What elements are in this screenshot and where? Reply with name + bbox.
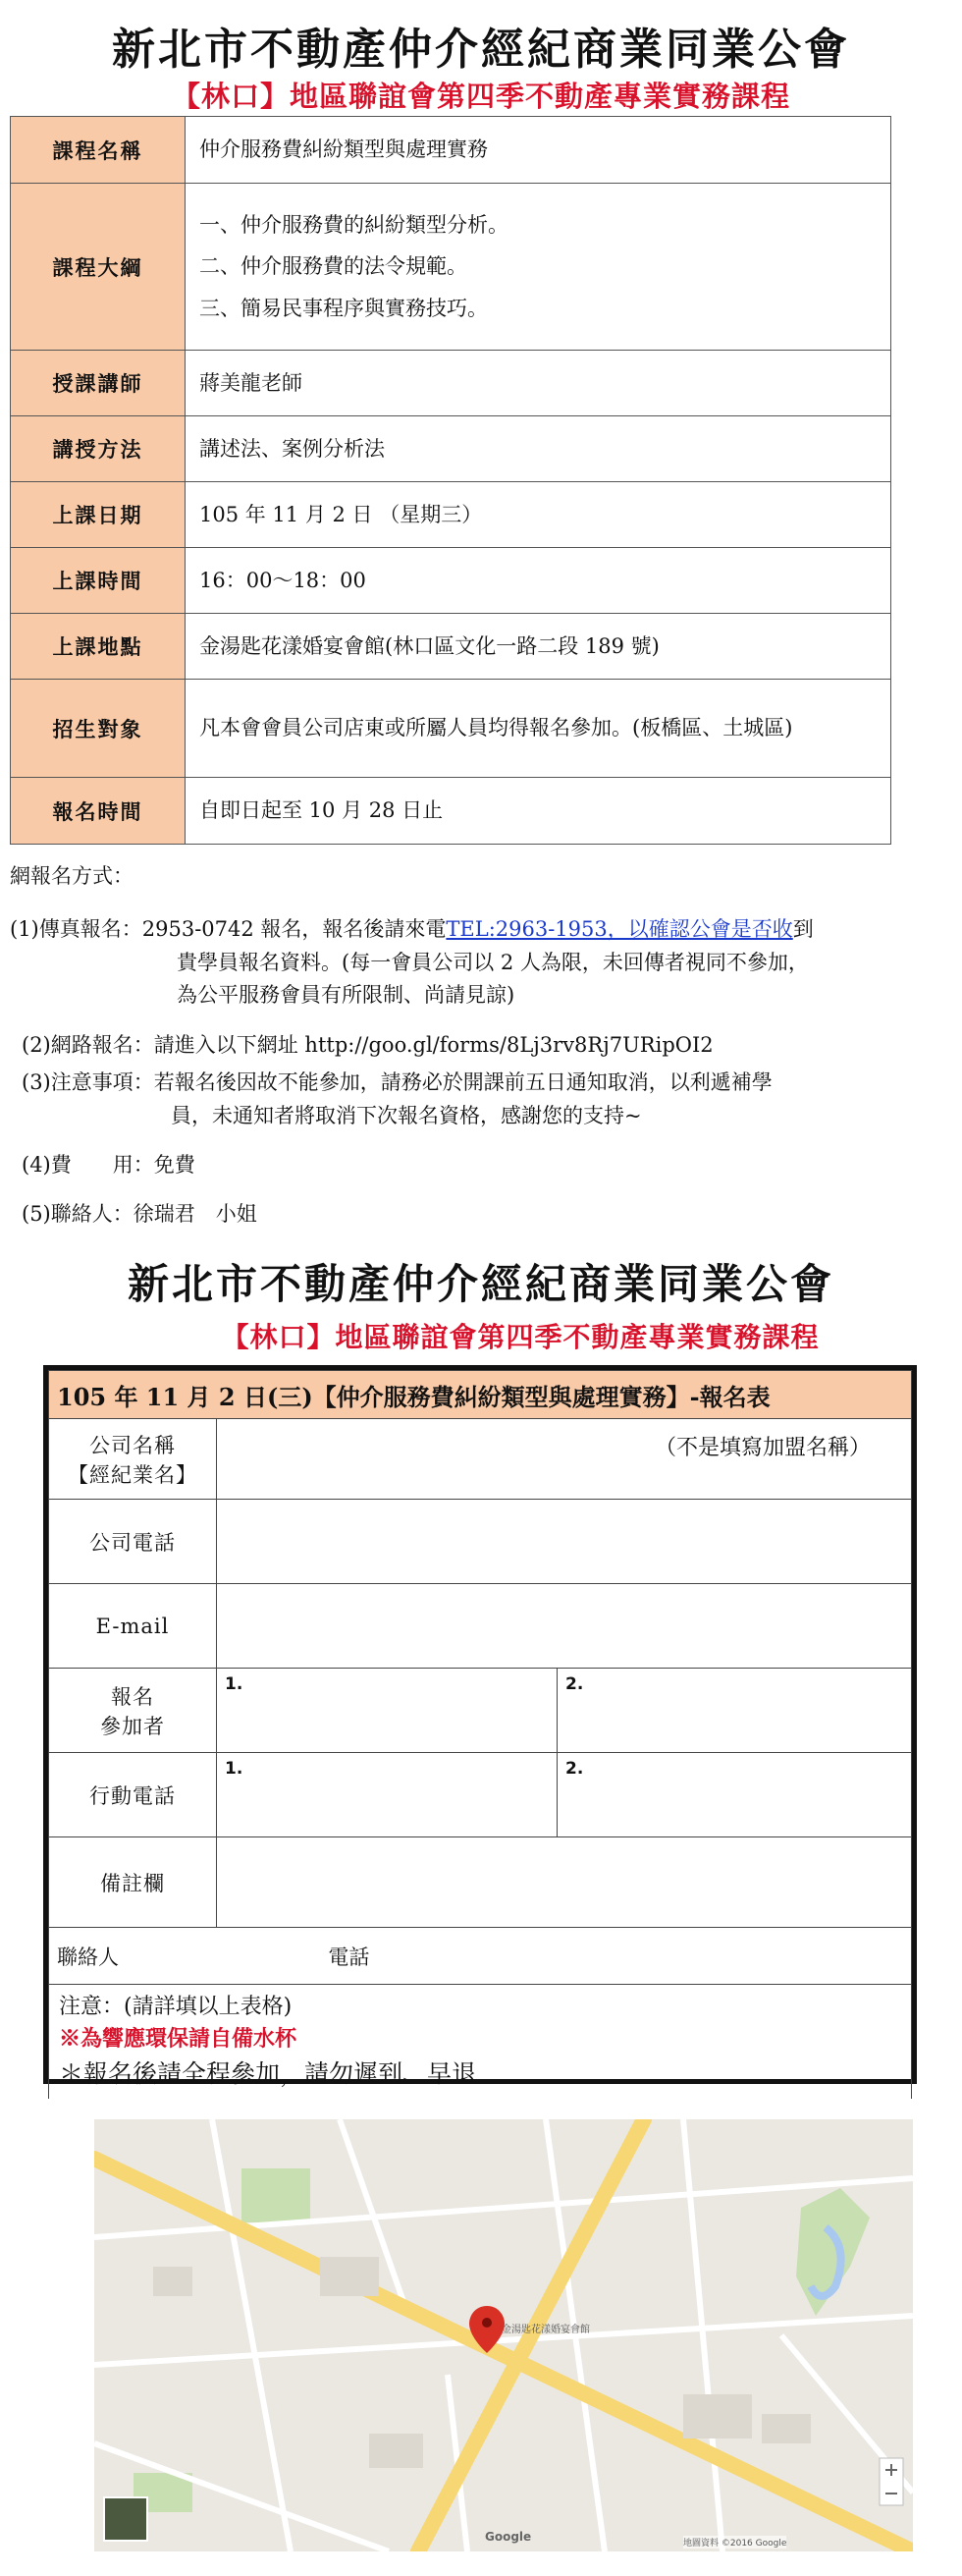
map-attribution: 地圖資料 ©2016 Google [683, 2536, 786, 2549]
table-row [11, 482, 891, 548]
location-map[interactable] [94, 2119, 913, 2551]
table-row [49, 1500, 912, 1584]
course-outline-value [186, 184, 891, 351]
contact-person-label: 聯絡人 [57, 1945, 119, 1969]
table-row [11, 117, 891, 184]
attendee-1-field[interactable]: 1. [217, 1669, 558, 1753]
company-name-label-line: 公司名稱 [89, 1433, 176, 1457]
lecturer-label: 授課講師 [11, 351, 186, 416]
outline-item: 二、仲介服務費的法令規範。 [199, 254, 467, 279]
attendee-label-line: 報名 [111, 1684, 154, 1709]
outline-item: 一、仲介服務費的糾紛類型分析。 [199, 212, 508, 237]
table-row [11, 548, 891, 614]
place-value: 金湯匙花漾婚宴會館(林口區文化一路二段 189 號) [186, 614, 891, 680]
email-field[interactable] [217, 1584, 912, 1669]
form-subtitle: 【林口】地區聯誼會第四季不動產專業實務課程 [221, 1321, 820, 1353]
table-row [49, 1837, 912, 1928]
table-row [11, 614, 891, 680]
time-value: 16：00～18：00 [186, 548, 891, 614]
online-registration[interactable]: (2)網路報名：請進入以下網址 http://goo.gl/forms/8Lj3rv8Rj7URipOI2 [22, 1033, 714, 1057]
method-label: 講授方法 [11, 416, 186, 482]
attendee-2-field[interactable]: 2. [558, 1669, 912, 1753]
page-title: 新北市不動產仲介經紀商業同業公會 [112, 25, 850, 75]
table-row [49, 1928, 912, 1985]
registration-form [43, 1365, 917, 2088]
company-phone-field[interactable] [217, 1500, 912, 1584]
place-label: 上課地點 [11, 614, 186, 680]
mobile-2-field[interactable]: 2. [558, 1753, 912, 1837]
table-row [11, 416, 891, 482]
deadline-label: 報名時間 [11, 778, 186, 845]
outline-item: 三、簡易民事程序與實務技巧。 [199, 296, 488, 320]
form-title: 新北市不動產仲介經紀商業同業公會 [127, 1260, 834, 1308]
table-row [11, 680, 891, 778]
fax-line-2: 貴學員報名資料。(每一會員公司以 2 人為限，未回傳者視同不參加， [177, 950, 809, 974]
lecturer-value: 蔣美龍老師 [186, 351, 891, 416]
registration-notice [22, 1067, 954, 1132]
date-label: 上課日期 [11, 482, 186, 548]
fax-suffix: 到 [792, 917, 814, 941]
confirm-phone-link[interactable]: TEL:2963-1953，以確認公會是否收 [446, 917, 793, 941]
contact-info: (5)聯絡人：徐瑞君 小姐 [22, 1202, 257, 1226]
registration-heading: 網報名方式： [10, 864, 134, 888]
table-row [11, 184, 891, 351]
notice-line-2: 員，未通知者將取消下次報名資格，感謝您的支持~ [171, 1103, 642, 1127]
note-bring-cup: ※為響應環保請自備水杯 [59, 2026, 297, 2052]
fax-prefix: (1)傳真報名：2953-0742 報名，報名後請來電 [10, 917, 447, 941]
time-label: 上課時間 [11, 548, 186, 614]
remarks-label: 備註欄 [49, 1837, 217, 1928]
form-notes [49, 1985, 912, 2099]
contact-phone-label: 電話 [328, 1945, 370, 1969]
course-name-value: 仲介服務費糾紛類型與處理實務 [186, 117, 891, 184]
company-name-field[interactable] [217, 1419, 912, 1500]
course-info-table [10, 116, 891, 845]
satellite-toggle[interactable] [104, 2497, 147, 2541]
page-subtitle: 【林口】地區聯誼會第四季不動產專業實務課程 [171, 80, 790, 113]
table-row [11, 778, 891, 845]
email-label: E-mail [49, 1584, 217, 1669]
google-logo: Google [485, 2530, 532, 2544]
company-name-label-line: 【經紀業名】 [68, 1462, 197, 1487]
attendee-label [49, 1669, 217, 1753]
attendee-label-line: 參加者 [100, 1714, 165, 1738]
course-name-label: 課程名稱 [11, 117, 186, 184]
place-name-label: 金湯匙花漾婚宴會館 [502, 2325, 590, 2335]
course-outline-label: 課程大綱 [11, 184, 186, 351]
table-row [49, 1669, 912, 1753]
note-attend-full: ＊報名後請全程參加，請勿遲到、早退 [59, 2059, 477, 2088]
target-value: 凡本會會員公司店東或所屬人員均得報名參加。(板橋區、土城區) [186, 680, 891, 778]
company-phone-label: 公司電話 [49, 1500, 217, 1584]
note-fill-table: 注意：(請詳填以上表格) [59, 1995, 293, 2019]
map-canvas [94, 2119, 913, 2551]
target-label: 招生對象 [11, 680, 186, 778]
table-row [49, 1584, 912, 1669]
deadline-value: 自即日起至 10 月 28 日止 [186, 778, 891, 845]
fee-info: (4)費 用：免費 [22, 1153, 195, 1177]
method-value: 講述法、案例分析法 [186, 416, 891, 482]
fax-line-3: 為公平服務會員有所限制、尚請見諒) [177, 983, 515, 1008]
fax-registration [10, 913, 952, 1013]
form-table [48, 1370, 912, 2099]
table-row [11, 351, 891, 416]
table-row [49, 1419, 912, 1500]
mobile-label: 行動電話 [49, 1753, 217, 1837]
contact-row[interactable] [49, 1928, 912, 1985]
company-name-hint: （不是填寫加盟名稱） [654, 1436, 871, 1460]
zoom-controls[interactable] [880, 2458, 903, 2505]
date-value: 105 年 11 月 2 日 （星期三） [186, 482, 891, 548]
mobile-1-field[interactable]: 1. [217, 1753, 558, 1837]
remarks-field[interactable] [217, 1837, 912, 1928]
table-row [49, 1753, 912, 1837]
form-header: 105 年 11 月 2 日(三)【仲介服務費糾紛類型與處理實務】-報名表 [49, 1371, 912, 1419]
company-name-label [49, 1419, 217, 1500]
notice-line-1: (3)注意事項：若報名後因故不能參加，請務必於開課前五日通知取消，以利遞補學 [22, 1070, 773, 1094]
park-area [241, 2168, 310, 2222]
